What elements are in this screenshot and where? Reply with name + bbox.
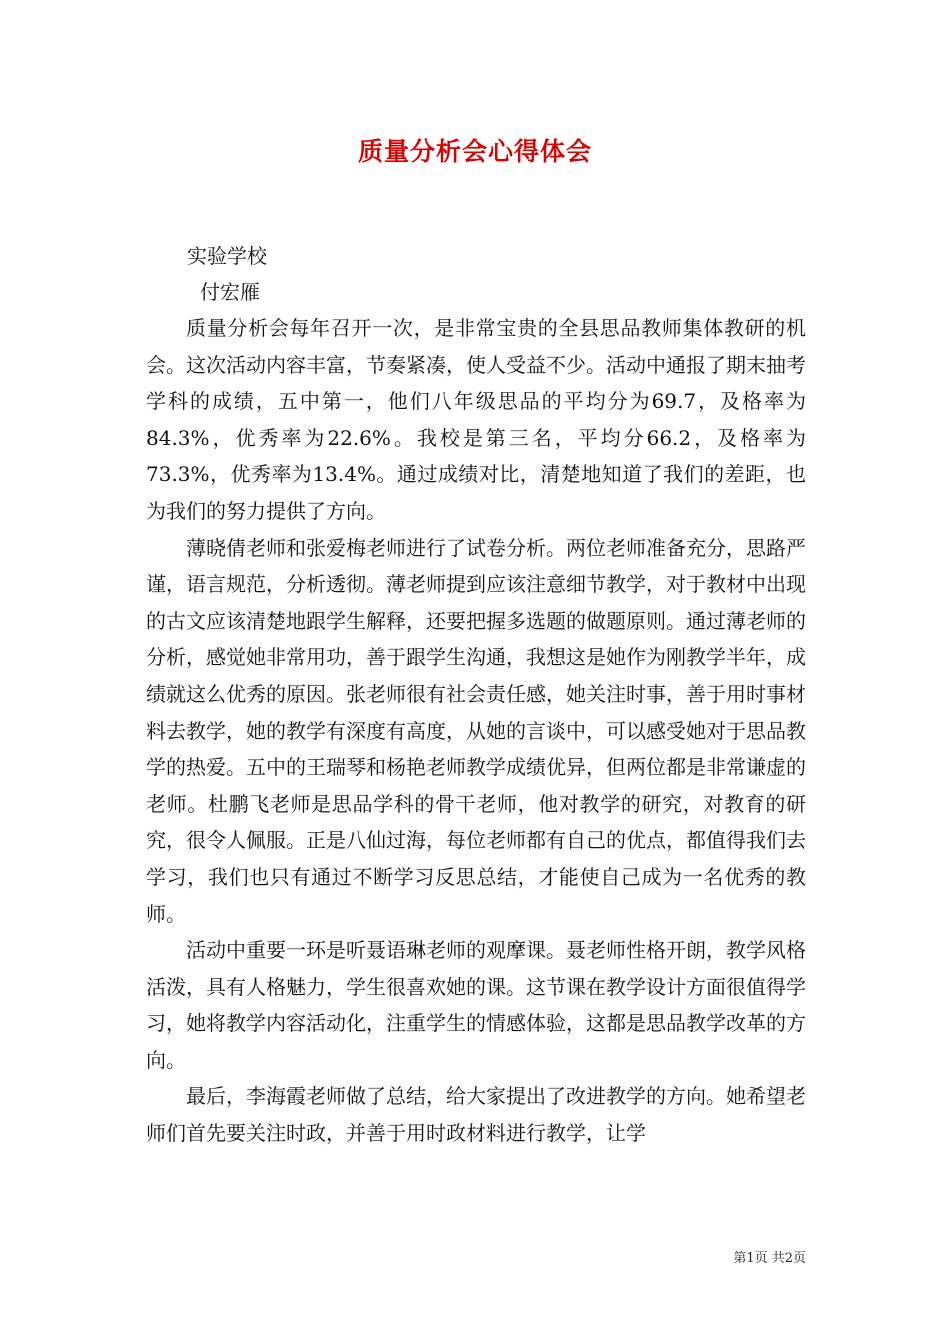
paragraph: 质量分析会每年召开一次，是非常宝贵的全县思品教师集体教研的机会。这次活动内容丰富，节奏紧凑，使人受益不少。活动中通报了期末抽考学科的成绩，五中第一，他们八年级思品的平均分为69.7，及格率为84.3%，优秀率为22.6%。我校是第三名，平均分66.2，及格率为73.3%，优秀率为13.4%。通过成绩对比，清楚地知道了我们的差距，也为我们的努力提供了方向。	[146, 316, 806, 523]
paragraph: 最后，李海霞老师做了总结，给大家提出了改进教学的方向。她希望老师们首先要关注时政，并善于用时政材料进行教学，让学	[146, 1084, 806, 1146]
page-number-footer: 第1页 共2页	[733, 1251, 806, 1266]
school-name: 实验学校	[187, 244, 267, 268]
paragraph: 薄晓倩老师和张爱梅老师进行了试卷分析。两位老师准备充分，思路严谨，语言规范，分析透彻。薄老师提到应该注意细节教学，对于教材中出现的古文应该清楚地跟学生解释，还要把握多选题的做题原则。通过薄老师的分析，感觉她非常用功，善于跟学生沟通，我想这是她作为刚教学半年，成绩就这么优秀的原因。张老师很有社会责任感，她关注时事，善于用时事材料去教学，她的教学有深度有高度，从她的言谈中，可以感受她对于思品教学的热爱。五中的王瑞琴和杨艳老师教学成绩优异，但两位都是非常谦虚的老师。杜鹏飞老师是思品学科的骨干老师，他对教学的研究，对教育的研究，很令人佩服。正是八仙过海，每位老师都有自己的优点，都值得我们去学习，我们也只有通过不断学习反思总结，才能使自己成为一名优秀的教师。	[146, 535, 806, 926]
document-title: 质量分析会心得体会	[357, 137, 592, 166]
author-name: 付宏雁	[200, 280, 260, 304]
paragraph: 活动中重要一环是听聂语琳老师的观摩课。聂老师性格开朗，教学风格活泼，具有人格魅力，学生很喜欢她的课。这节课在教学设计方面很值得学习，她将教学内容活动化，注重学生的情感体验，这都是思品教学改革的方向。	[146, 938, 806, 1072]
document-body	[146, 310, 806, 1152]
